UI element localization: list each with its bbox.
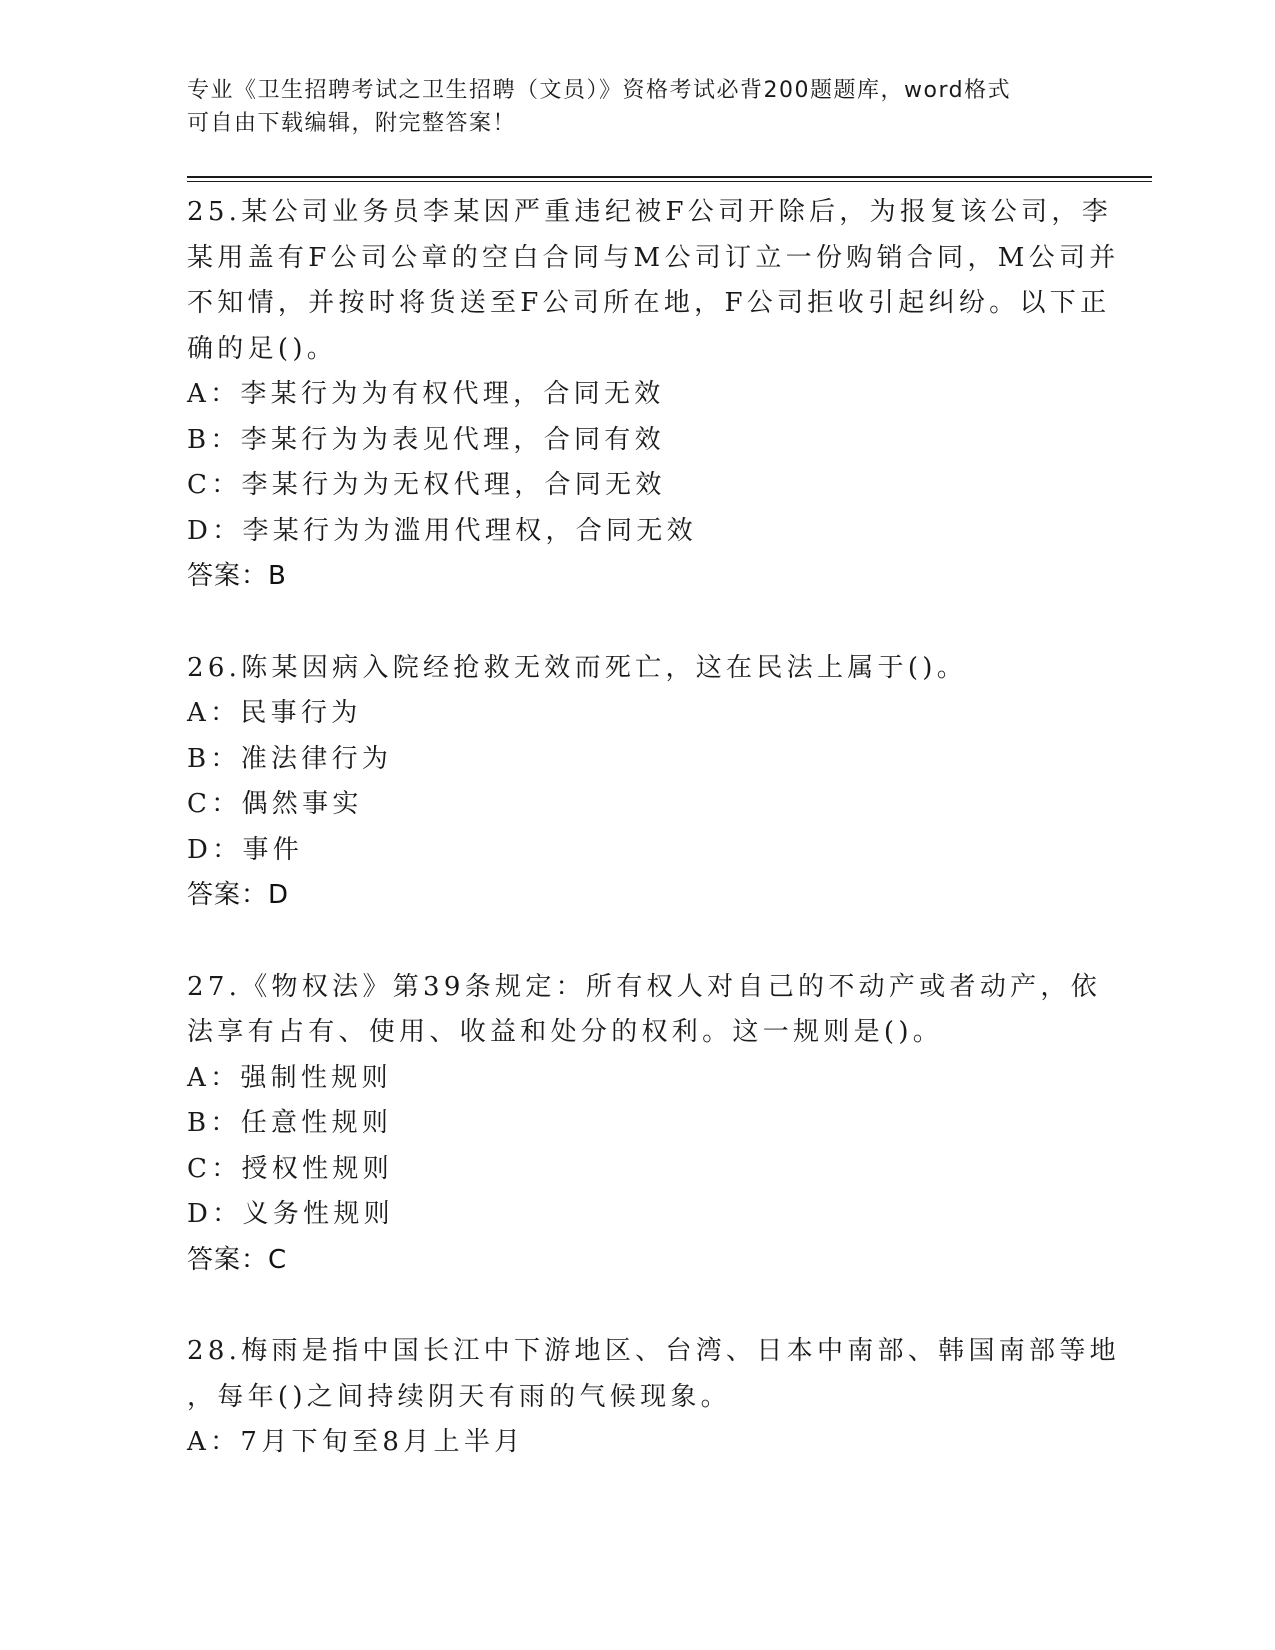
- question-27: [187, 965, 1102, 1284]
- option-b: B：准法律行为: [187, 743, 393, 774]
- stem-line: 27.《物权法》第39条规定：所有权人对自己的不动产或者动产，依: [187, 971, 1102, 1002]
- header-divider-thin: [187, 181, 1152, 182]
- answer-label: 答案：B: [187, 561, 287, 591]
- question-stem: [187, 646, 1087, 692]
- stem-line: 某用盖有F公司公章的空白合同与M公司订立一份购销合同，M公司并: [187, 242, 1120, 273]
- option-b: B：李某行为为表见代理，合同有效: [187, 424, 665, 455]
- question-stem: [187, 190, 1120, 372]
- answer-label: 答案：D: [187, 880, 290, 910]
- header-line: 专业《卫生招聘考试之卫生招聘（文员）》资格考试必背200题题库，word格式: [187, 78, 1012, 103]
- header-divider-thick: [187, 176, 1152, 178]
- stem-line: 26.陈某因病入院经抢救无效而死亡，这在民法上属于()。: [187, 652, 968, 683]
- option-b: B：任意性规则: [187, 1108, 393, 1138]
- option-a: A：7月下旬至8月上半月: [187, 1427, 525, 1457]
- question-26: [187, 646, 1087, 919]
- stem-line: ，每年()之间持续阴天有雨的气候现象。: [187, 1381, 731, 1412]
- option-d: D：李某行为为滥用代理权，合同无效: [187, 515, 697, 546]
- stem-line: 法享有占有、使用、收益和处分的权利。这一规则是()。: [187, 1017, 944, 1047]
- question-25: [187, 190, 1120, 600]
- question-list: [187, 190, 1120, 1512]
- option-a: A：强制性规则: [187, 1062, 392, 1093]
- question-stem: [187, 965, 1102, 1056]
- stem-line: 确的足()。: [187, 333, 338, 364]
- answer-label: 答案：C: [187, 1244, 288, 1275]
- document-header: [187, 74, 1087, 140]
- header-line: 可自由下载编辑，附完整答案！: [187, 111, 517, 136]
- question-stem: [187, 1329, 1120, 1420]
- stem-line: 不知情，并按时将货送至F公司所在地，F公司拒收引起纠纷。以下正: [187, 288, 1111, 318]
- stem-line: 28.梅雨是指中国长江中下游地区、台湾、日本中南部、韩国南部等地: [187, 1336, 1120, 1366]
- option-c: C：偶然事实: [187, 789, 363, 819]
- option-a: A：民事行为: [187, 698, 362, 728]
- option-d: D：事件: [187, 834, 304, 865]
- option-a: A：李某行为为有权代理，合同无效: [187, 379, 665, 409]
- option-c: C：李某行为为无权代理，合同无效: [187, 470, 666, 500]
- stem-line: 25.某公司业务员李某因严重违纪被F公司开除后，为报复该公司，李: [187, 197, 1112, 227]
- option-d: D：义务性规则: [187, 1199, 394, 1229]
- question-28: [187, 1329, 1120, 1466]
- option-c: C：授权性规则: [187, 1153, 393, 1184]
